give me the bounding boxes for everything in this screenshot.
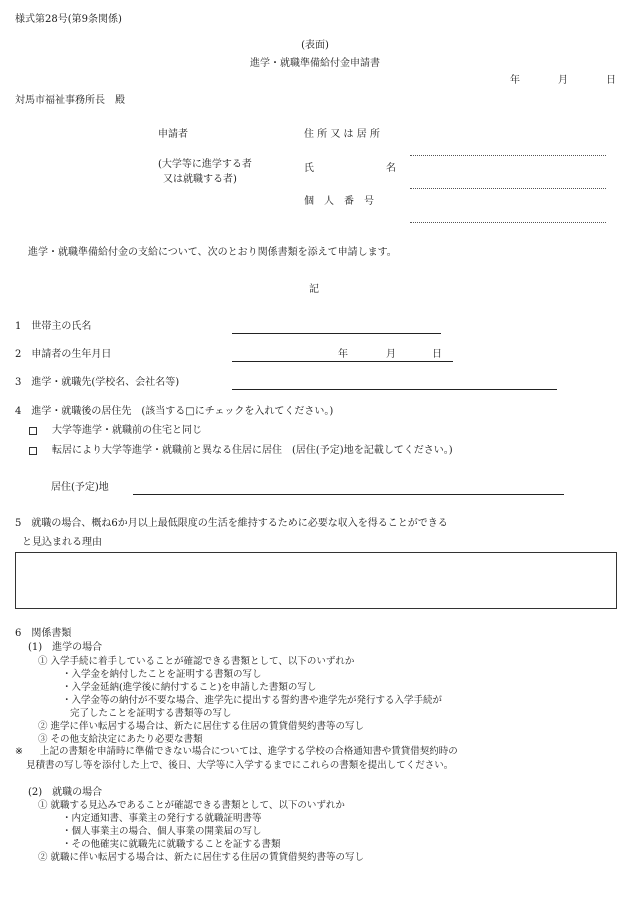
intro-text: 進学・就職準備給付金の支給について、次のとおり関係書類を添えて申請します。 <box>28 247 397 258</box>
relocation-checkbox[interactable] <box>29 447 37 455</box>
household-head-name-field[interactable] <box>232 333 441 334</box>
form-number: 様式第28号(第9条関係) <box>15 14 122 25</box>
date-day-label: 日 <box>606 75 616 86</box>
note-mark: ※ <box>15 746 23 757</box>
side-label: (表面) <box>301 40 329 51</box>
name-label-second: 名 <box>386 163 396 174</box>
same-residence-checkbox[interactable] <box>29 427 37 435</box>
birthdate-field[interactable] <box>232 361 453 362</box>
employment-item-1: ① 就職する見込みであることが確認できる書類として、以下のいずれか <box>38 800 345 811</box>
item5-label-line1: 5 就職の場合、概ね6か月以上最低限度の生活を維持するために必要な収入を得ることができる <box>15 518 448 529</box>
employment-sub-3: ・その他確実に就職先に就職することを証する書類 <box>62 839 281 850</box>
date-year-label: 年 <box>510 75 520 86</box>
employment-item-2: ② 就職に伴い転居する場合は、新たに居住する住居の賃貸借契約書等の写し <box>38 852 365 863</box>
birth-year-label: 年 <box>338 349 348 360</box>
applicant-note-line1: (大学等に進学する者 <box>158 159 252 170</box>
name-field-line[interactable] <box>410 188 606 189</box>
employment-heading: (2) 就職の場合 <box>28 787 103 798</box>
advancement-sub-2: ・入学金延納(進学後に納付すること)を申請した書類の写し <box>62 682 317 693</box>
address-label: 住 所 又 は 居 所 <box>304 129 380 140</box>
advancement-heading: (1) 進学の場合 <box>28 642 103 653</box>
employment-sub-1: ・内定通知書、事業主の発行する就職証明書等 <box>62 813 262 824</box>
item4-label: 4 進学・就職後の居住先 (該当する□にチェックを入れてください。) <box>15 406 334 417</box>
item5-label-line2: と見込まれる理由 <box>22 537 102 548</box>
advancement-item-2: ② 進学に伴い転居する場合は、新たに居住する住居の賃貸借契約書等の写し <box>38 721 365 732</box>
advancement-sub-1: ・入学金を納付したことを証明する書類の写し <box>62 669 262 680</box>
employment-sub-2: ・個人事業主の場合、個人事業の開業届の写し <box>62 826 262 837</box>
addressee: 対馬市福祉事務所長 殿 <box>15 95 125 106</box>
applicant-note-line2: 又は就職する者) <box>163 174 237 185</box>
documents-heading: 6 関係書類 <box>15 628 72 639</box>
same-residence-label: 大学等進学・就職前の住宅と同じ <box>52 425 202 436</box>
advancement-sub-3-cont: 完了したことを証明する書類等の写し <box>70 708 232 719</box>
birth-day-label: 日 <box>432 349 442 360</box>
item2-label: 2 申請者の生年月日 <box>15 349 112 360</box>
note-line2: 見積書の写し等を添付した上で、後日、大学等に入学するまでにこれらの書類を提出してください。 <box>26 760 454 771</box>
applicant-label: 申請者 <box>158 129 188 140</box>
item3-label: 3 進学・就職先(学校名、会社名等) <box>15 377 180 388</box>
relocation-label: 転居により大学等進学・就職前と異なる住居に居住 (居住(予定)地を記載してください。) <box>52 445 453 456</box>
employment-reason-box[interactable] <box>15 552 617 609</box>
advancement-item-1: ① 入学手続に着手していることが確認できる書類として、以下のいずれか <box>38 656 355 667</box>
ki-heading: 記 <box>309 284 319 295</box>
residence-field[interactable] <box>133 494 564 495</box>
residence-label: 居住(予定)地 <box>51 482 109 493</box>
mynumber-field-line[interactable] <box>410 222 606 223</box>
note-line1: 上記の書類を申請時に準備できない場合については、進学する学校の合格通知書や賃貸借契約時の <box>40 746 458 757</box>
birth-month-label: 月 <box>386 349 396 360</box>
advancement-item-3: ③ その他支給決定にあたり必要な書類 <box>38 734 203 745</box>
mynumber-label: 個 人 番 号 <box>304 196 374 207</box>
page-title: 進学・就職準備給付金申請書 <box>250 58 380 69</box>
destination-field[interactable] <box>232 389 557 390</box>
advancement-sub-3: ・入学金等の納付が不要な場合、進学先に提出する誓約書や進学先が発行する入学手続が <box>62 695 443 706</box>
name-label-first: 氏 <box>304 163 314 174</box>
address-field-line[interactable] <box>410 155 606 156</box>
date-month-label: 月 <box>558 75 568 86</box>
item1-label: 1 世帯主の氏名 <box>15 321 92 332</box>
